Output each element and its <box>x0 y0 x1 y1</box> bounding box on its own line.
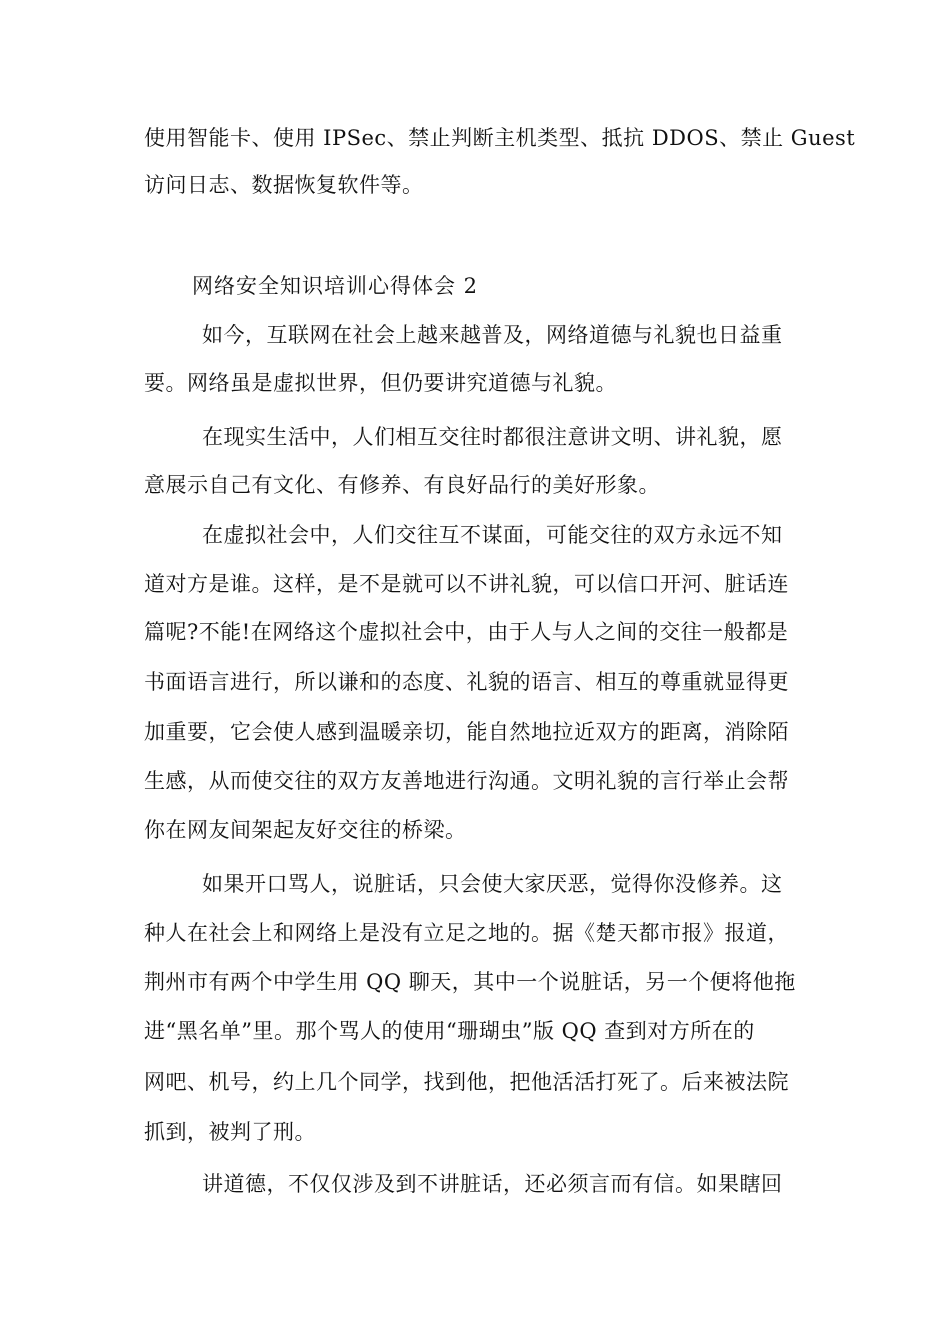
paragraph-3-line-2: 道对方是谁。这样，是不是就可以不讲礼貌，可以信口开河、脏话连 <box>144 572 789 596</box>
paragraph-4-line-4: 进“黑名单”里。那个骂人的使用“珊瑚虫”版 QQ 查到对方所在的 <box>144 1019 755 1043</box>
paragraph-3-line-5: 加重要，它会使人感到温暖亲切，能自然地拉近双方的距离，消除陌 <box>144 720 789 744</box>
paragraph-5-line-1: 讲道德，不仅仅涉及到不讲脏话，还必须言而有信。如果瞎回 <box>202 1172 783 1196</box>
intro-line-1: 使用智能卡、使用 IPSec、禁止判断主机类型、抵抗 DDOS、禁止 Guest <box>144 126 856 150</box>
paragraph-3-line-6: 生感，从而使交往的双方友善地进行沟通。文明礼貌的言行举止会帮 <box>144 769 789 793</box>
paragraph-3-line-1: 在虚拟社会中，人们交往互不谋面，可能交往的双方永远不知 <box>202 523 783 547</box>
paragraph-3-line-4: 书面语言进行，所以谦和的态度、礼貌的语言、相互的尊重就显得更 <box>144 670 789 694</box>
paragraph-3-line-7: 你在网友间架起友好交往的桥梁。 <box>144 818 467 842</box>
paragraph-4-line-5: 网吧、机号，约上几个同学，找到他，把他活活打死了。后来被法院 <box>144 1070 789 1094</box>
section-heading: 网络安全知识培训心得体会 2 <box>192 274 479 298</box>
paragraph-1-line-1: 如今，互联网在社会上越来越普及，网络道德与礼貌也日益重 <box>202 323 783 347</box>
paragraph-3-line-3: 篇呢?不能!在网络这个虚拟社会中，由于人与人之间的交往一般都是 <box>144 620 789 644</box>
paragraph-1-line-2: 要。网络虽是虚拟世界，但仍要讲究道德与礼貌。 <box>144 371 617 395</box>
intro-line-2: 访问日志、数据恢复软件等。 <box>144 173 424 197</box>
paragraph-4-line-6: 抓到，被判了刑。 <box>144 1120 316 1144</box>
paragraph-2-line-1: 在现实生活中，人们相互交往时都很注意讲文明、讲礼貌，愿 <box>202 425 783 449</box>
paragraph-4-line-3: 荆州市有两个中学生用 QQ 聊天，其中一个说脏话，另一个便将他拖 <box>144 970 796 994</box>
paragraph-2-line-2: 意展示自己有文化、有修养、有良好品行的美好形象。 <box>144 473 660 497</box>
paragraph-4-line-2: 种人在社会上和网络上是没有立足之地的。据《楚天都市报》报道， <box>144 921 789 945</box>
paragraph-4-line-1: 如果开口骂人，说脏话，只会使大家厌恶，觉得你没修养。这 <box>202 872 783 896</box>
